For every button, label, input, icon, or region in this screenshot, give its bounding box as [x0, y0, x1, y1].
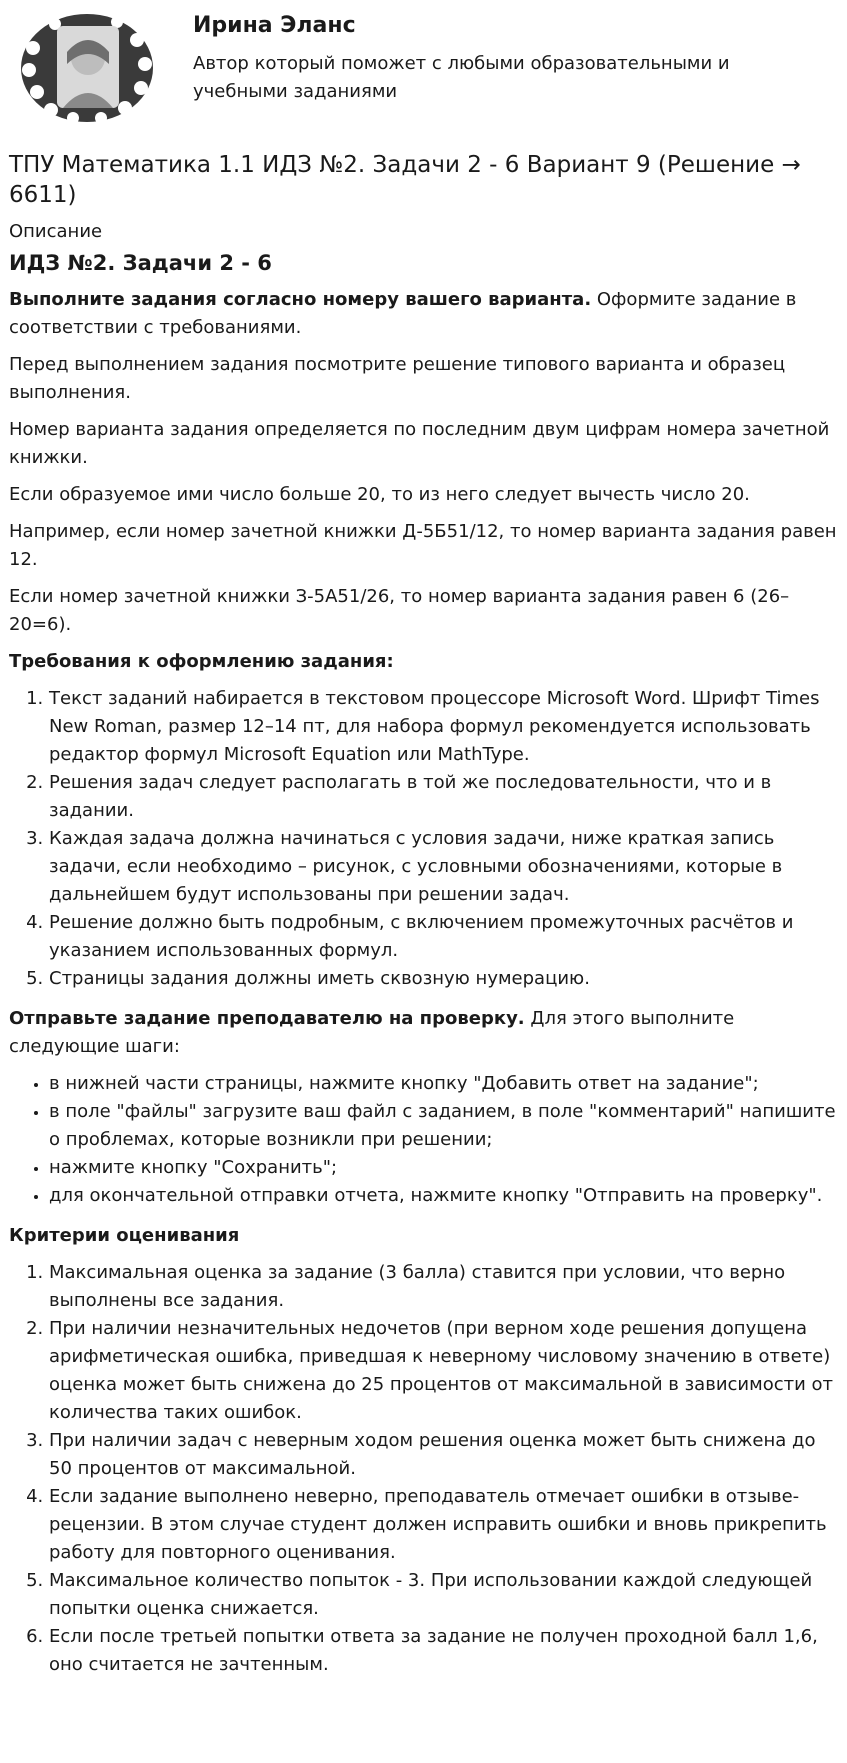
submit-steps-list [9, 1070, 838, 1210]
list-item: • в нижней части страницы, нажмите кнопку "Добавить ответ на задание"; [49, 1070, 838, 1098]
intro-lead-bold: Выполните задания согласно номеру вашего варианта. [9, 289, 592, 310]
author-description: Автор который поможет с любыми образовательными и учебными заданиями [193, 53, 730, 102]
list-item: 3. При наличии задач с неверным ходом решения оценка может быть снижена до 50 процентов от максимальной. [49, 1427, 838, 1483]
criteria-heading-text: Критерии оценивания [9, 1225, 240, 1246]
submit-lead-rest: Для этого выполните следующие шаги: [9, 1008, 735, 1057]
list-item: 1. Максимальная оценка за задание (3 балла) ставится при условии, что верно выполнены все задания. [49, 1259, 838, 1315]
list-item: 5. Страницы задания должны иметь сквозную нумерацию. [49, 965, 838, 993]
intro-lead [9, 286, 838, 342]
description-label: Описание [9, 221, 103, 242]
requirements-heading [9, 648, 838, 676]
intro-paragraph: Например, если номер зачетной книжки Д-5Б51/12, то номер варианта задания равен 12. [9, 521, 837, 570]
author-avatar[interactable] [17, 8, 157, 126]
page-title: ТПУ Математика 1.1 ИДЗ №2. Задачи 2 - 6 Вариант 9 (Решение → 6611) [9, 152, 801, 208]
requirements-list [9, 685, 838, 993]
list-item: 5. Максимальное количество попыток - 3. При использовании каждой следующей попытки оценка снижается. [49, 1567, 838, 1623]
author-name[interactable]: Ирина Эланс [193, 13, 356, 38]
requirements-heading-text: Требования к оформлению задания: [9, 651, 394, 672]
list-item: • нажмите кнопку "Сохранить"; [49, 1154, 838, 1182]
intro-lead-rest: Оформите задание в соответствии с требованиями. [9, 289, 797, 338]
submit-lead [9, 1005, 838, 1061]
list-item: • в поле "файлы" загрузите ваш файл с заданием, в поле "комментарий" напишите о проблемах, которые возникли при решении; [49, 1098, 838, 1154]
criteria-heading [9, 1222, 838, 1250]
submit-lead-bold: Отправьте задание преподавателю на проверку. [9, 1008, 525, 1029]
list-item: • для окончательной отправки отчета, нажмите кнопку "Отправить на проверку". [49, 1182, 838, 1210]
list-item: 1. Текст заданий набирается в текстовом процессоре Microsoft Word. Шрифт Times New Roman, размер 12–14 пт, для набора формул рекомендуется использовать редактор формул Microsoft Equation или MathType. [49, 685, 838, 769]
intro-paragraph: Перед выполнением задания посмотрите решение типового варианта и образец выполнения. [9, 354, 786, 403]
list-item: 4. Если задание выполнено неверно, преподаватель отмечает ошибки в отзыве-рецензии. В этом случае студент должен исправить ошибки и вновь прикрепить работу для повторного оценивания. [49, 1483, 838, 1567]
intro-paragraph: Номер варианта задания определяется по последним двум цифрам номера зачетной книжки. [9, 419, 830, 468]
list-item: 4. Решение должно быть подробным, с включением промежуточных расчётов и указанием использованных формул. [49, 909, 838, 965]
list-item: 2. Решения задач следует располагать в той же последовательности, что и в задании. [49, 769, 838, 825]
criteria-list [9, 1259, 838, 1679]
intro-paragraph: Если образуемое ими число больше 20, то из него следует вычесть число 20. [9, 484, 750, 505]
list-item: 3. Каждая задача должна начинаться с условия задачи, ниже краткая запись задачи, если необходимо – рисунок, с условными обозначениями, которые в дальнейшем будут использованы при решении задач. [49, 825, 838, 909]
description-subheading: ИДЗ №2. Задачи 2 - 6 [9, 251, 272, 275]
author-card [9, 0, 838, 140]
list-item: 6. Если после третьей попытки ответа за задание не получен проходной балл 1,6, оно считается не зачтенным. [49, 1623, 838, 1679]
list-item: 2. При наличии незначительных недочетов (при верном ходе решения допущена арифметическая ошибка, приведшая к неверному числовому значению в ответе) оценка может быть снижена до 25 процентов от максимальной в зависимости от количества таких ошибок. [49, 1315, 838, 1427]
intro-paragraph: Если номер зачетной книжки З-5А51/26, то номер варианта задания равен 6 (26–20=6). [9, 586, 790, 635]
